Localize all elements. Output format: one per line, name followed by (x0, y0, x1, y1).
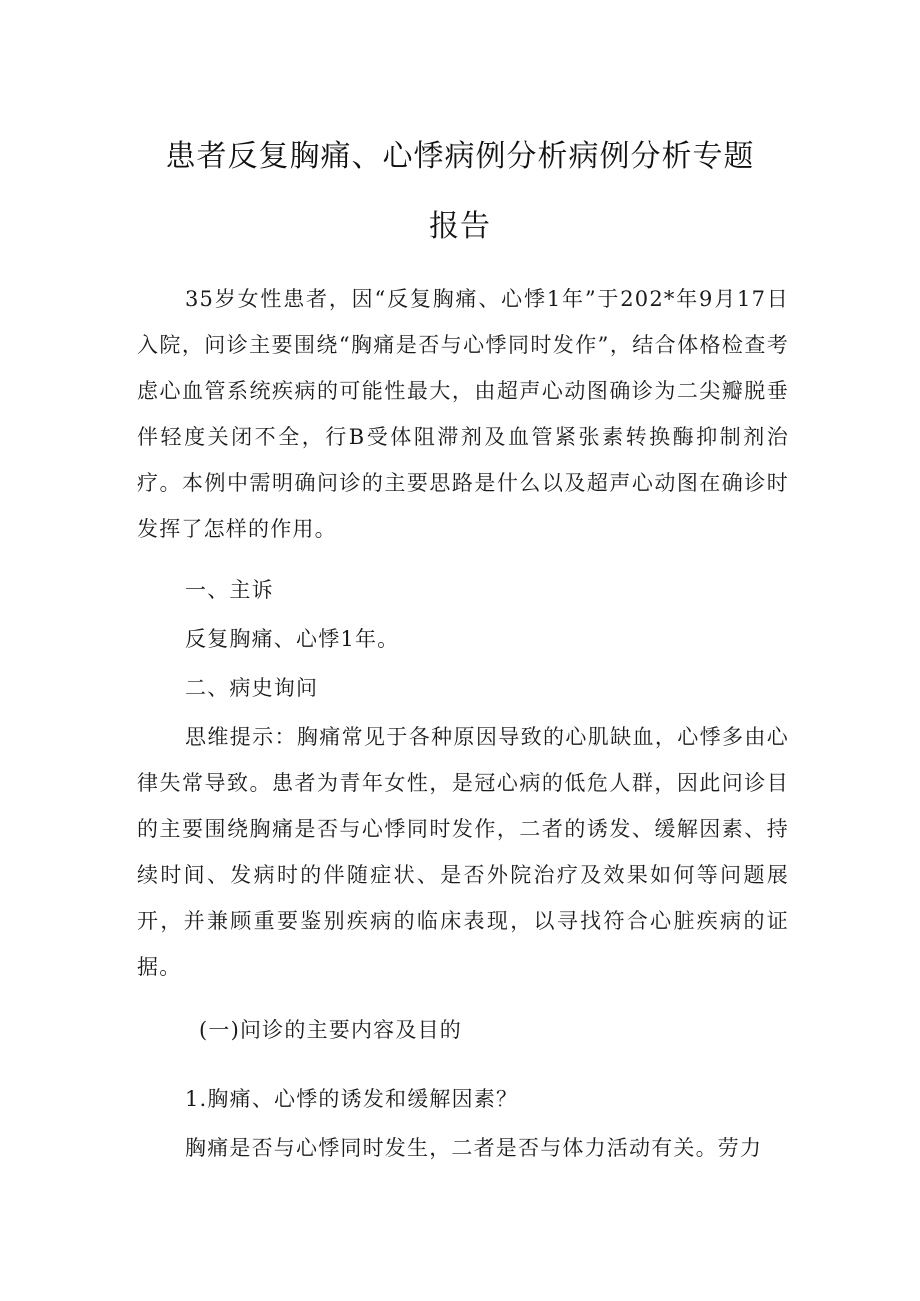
section-heading-chief-complaint: 一、主诉 (185, 578, 274, 602)
answer-1-start: 胸痛是否与心悸同时发生，二者是否与体力活动有关。劳力 (185, 1136, 763, 1160)
document-title-line-1: 患者反复胸痛、心悸病例分析病例分析专题 (165, 139, 755, 174)
history-hint-paragraph: 思维提示：胸痛常见于各种原因导致的心肌缺血，心悸多由心律失常导致。患者为青年女性，是冠心病的低危人群，因此问诊目的主要围绕胸痛是否与心悸同时发作，二者的诱发、缓解因素、持续时间、发病时的伴随症状、是否外院治疗及效果如何等问题展开，并兼顾重要鉴别疾病的临床表现，以寻找符合心脏疾病的证据。 (137, 725, 789, 979)
intro-paragraph: 35岁女性患者，因“反复胸痛、心悸1年”于202*年9月17日入院，问诊主要围绕“胸痛是否与心悸同时发作”，结合体格检查考虑心血管系统疾病的可能性最大，由超声心动图确诊为二尖瓣脱垂伴轻度关闭不全，行B受体阻滞剂及血管紧张素转换酶抑制剂治疗。本例中需明确问诊的主要思路是什么以及超声心动图在确诊时发挥了怎样的作用。 (137, 287, 789, 541)
section-heading-history: 二、病史询问 (185, 676, 319, 700)
document-title-line-2: 报告 (429, 209, 491, 244)
subsection-heading-inquiry: (一)问诊的主要内容及目的 (199, 1018, 462, 1042)
chief-complaint-text: 反复胸痛、心悸1年。 (185, 627, 400, 651)
question-1: 1.胸痛、心悸的诱发和缓解因素？ (185, 1087, 519, 1111)
